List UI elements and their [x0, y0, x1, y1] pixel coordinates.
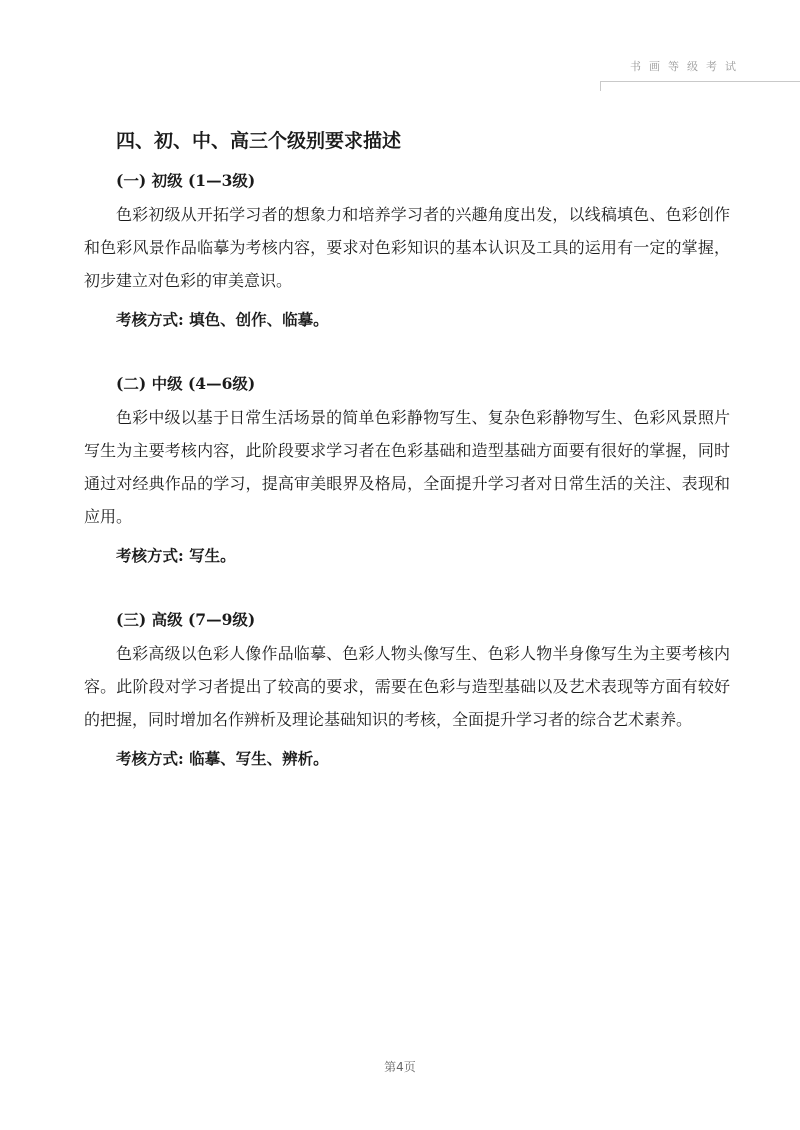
subsection-title: (二) 中级 (4—6级) [116, 374, 256, 393]
header-rule [600, 81, 800, 82]
subsection-beginner [84, 166, 730, 335]
assessment-method: 考核方式: 写生。 [116, 546, 236, 565]
assessment-method: 考核方式: 填色、创作、临摹。 [116, 310, 329, 329]
page-number: 第4页 [384, 1060, 416, 1074]
subsection-paragraph: 色彩中级以基于日常生活场景的简单色彩静物写生、复杂色彩静物写生、色彩风景照片写生为主要考核内容，此阶段要求学习者在色彩基础和造型基础方面要有很好的掌握，同时通过对经典作品的学习，提高审美眼界及格局，全面提升学习者对日常生活的关注、表现和应用。 [84, 408, 730, 526]
subsection-intermediate [84, 369, 730, 571]
assessment-method: 考核方式: 临摹、写生、辨析。 [116, 749, 329, 768]
subsection-advanced [84, 605, 730, 774]
header-rule-tick [600, 81, 601, 91]
section-title: 四、初、中、高三个级别要求描述 [116, 130, 402, 152]
page-content [84, 126, 730, 808]
subsection-paragraph: 色彩初级从开拓学习者的想象力和培养学习者的兴趣角度出发，以线稿填色、色彩创作和色彩风景作品临摹为考核内容，要求对色彩知识的基本认识及工具的运用有一定的掌握，初步建立对色彩的审美意识。 [84, 205, 730, 290]
subsection-paragraph: 色彩高级以色彩人像作品临摹、色彩人物头像写生、色彩人物半身像写生为主要考核内容。此阶段对学习者提出了较高的要求，需要在色彩与造型基础以及艺术表现等方面有较好的把握，同时增加名作辨析及理论基础知识的考核，全面提升学习者的综合艺术素养。 [84, 644, 730, 729]
subsection-title: (一) 初级 (1—3级) [116, 171, 256, 190]
subsection-title: (三) 高级 (7—9级) [116, 610, 256, 629]
running-header-title: 书画等级考试 [630, 60, 744, 73]
